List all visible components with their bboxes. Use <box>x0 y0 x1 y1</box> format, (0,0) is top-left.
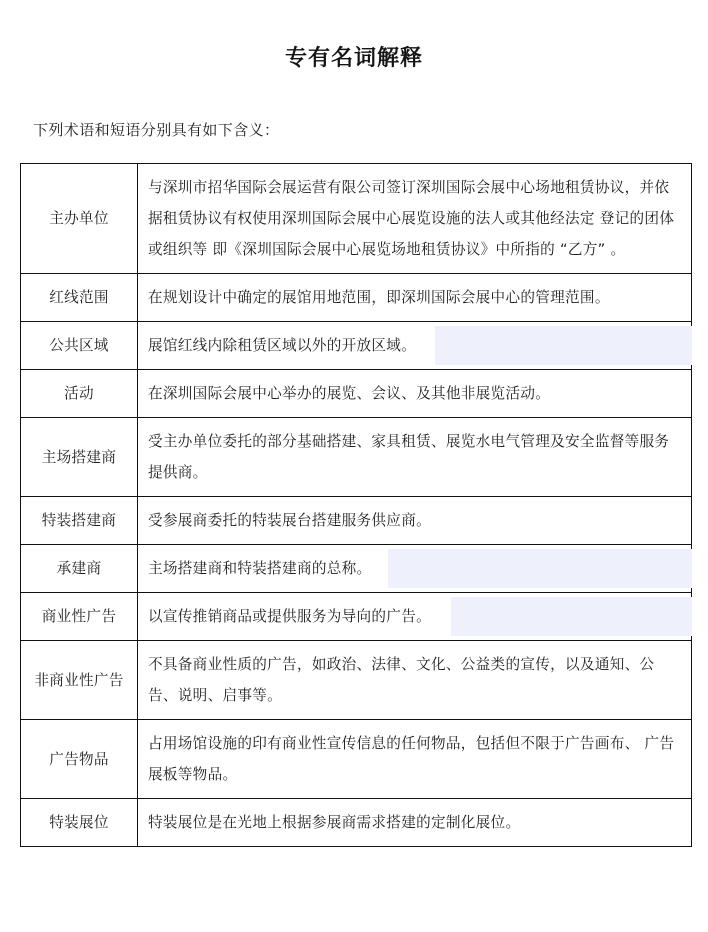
intro-paragraph: 下列术语和短语分别具有如下含义： <box>33 121 280 140</box>
table-row <box>21 322 692 370</box>
glossary-term: 主场搭建商 <box>21 418 138 497</box>
glossary-definition-cell <box>138 497 692 545</box>
glossary-definition-cell <box>138 418 692 497</box>
table-row <box>21 593 692 641</box>
glossary-definition-cell <box>138 322 692 370</box>
table-row <box>21 545 692 593</box>
table-row <box>21 497 692 545</box>
table-row <box>21 720 692 799</box>
document-page <box>0 15 708 932</box>
glossary-definition: 在深圳国际会展中心举办的展览、会议、及其他非展览活动。 <box>148 385 551 403</box>
table-row <box>21 418 692 497</box>
glossary-definition: 占用场馆设施的印有商业性宣传信息的任何物品，包括但不限于广告画布、 广告展板等物品。 <box>148 735 675 784</box>
glossary-definition-cell <box>138 641 692 720</box>
table-row <box>21 799 692 847</box>
glossary-definition: 特装展位是在光地上根据参展商需求搭建的定制化展位。 <box>148 814 521 832</box>
glossary-definition: 在规划设计中确定的展馆用地范围，即深圳国际会展中心的管理范围。 <box>148 289 610 307</box>
glossary-definition-cell <box>138 545 692 593</box>
glossary-term: 活动 <box>21 370 138 418</box>
glossary-definition-cell <box>138 799 692 847</box>
glossary-term: 公共区域 <box>21 322 138 370</box>
glossary-term: 广告物品 <box>21 720 138 799</box>
glossary-definition-cell <box>138 593 692 641</box>
table-row <box>21 274 692 322</box>
glossary-term: 红线范围 <box>21 274 138 322</box>
glossary-term: 非商业性广告 <box>21 641 138 720</box>
glossary-term: 承建商 <box>21 545 138 593</box>
glossary-term: 特装展位 <box>21 799 138 847</box>
glossary-table-wrapper <box>20 163 692 847</box>
glossary-definition: 与深圳市招华国际会展运营有限公司签订深圳国际会展中心场地租赁协议，并依据租赁协议有权使用深圳国际会展中心展览设施的法人或其他经法定 登记的团体或组织等 即《深圳国际会展中心展览场地租赁协议》中所指的 “乙方” 。 <box>148 179 675 259</box>
glossary-definition-cell <box>138 720 692 799</box>
glossary-definition: 不具备商业性质的广告，如政治、法律、文化、公益类的宣传，以及通知、公告、说明、启事等。 <box>148 656 655 705</box>
glossary-table <box>20 163 692 847</box>
glossary-term: 商业性广告 <box>21 593 138 641</box>
glossary-definition: 展馆红线内除租赁区域以外的开放区域。 <box>148 337 417 355</box>
table-row <box>21 370 692 418</box>
glossary-definition: 受参展商委托的特装展台搭建服务供应商。 <box>148 512 431 530</box>
page-title: 专有名词解释 <box>284 45 423 71</box>
table-row <box>21 641 692 720</box>
glossary-definition: 受主办单位委托的部分基础搭建、家具租赁、展览水电气管理及安全监督等服务提供商。 <box>148 433 670 482</box>
glossary-table-body <box>21 164 692 847</box>
glossary-term: 主办单位 <box>21 164 138 274</box>
glossary-definition-cell <box>138 164 692 274</box>
glossary-term: 特装搭建商 <box>21 497 138 545</box>
glossary-definition: 主场搭建商和特装搭建商的总称。 <box>148 560 372 578</box>
table-row <box>21 164 692 274</box>
glossary-definition-cell <box>138 370 692 418</box>
glossary-definition: 以宣传推销商品或提供服务为导向的广告。 <box>148 608 431 626</box>
glossary-definition-cell <box>138 274 692 322</box>
